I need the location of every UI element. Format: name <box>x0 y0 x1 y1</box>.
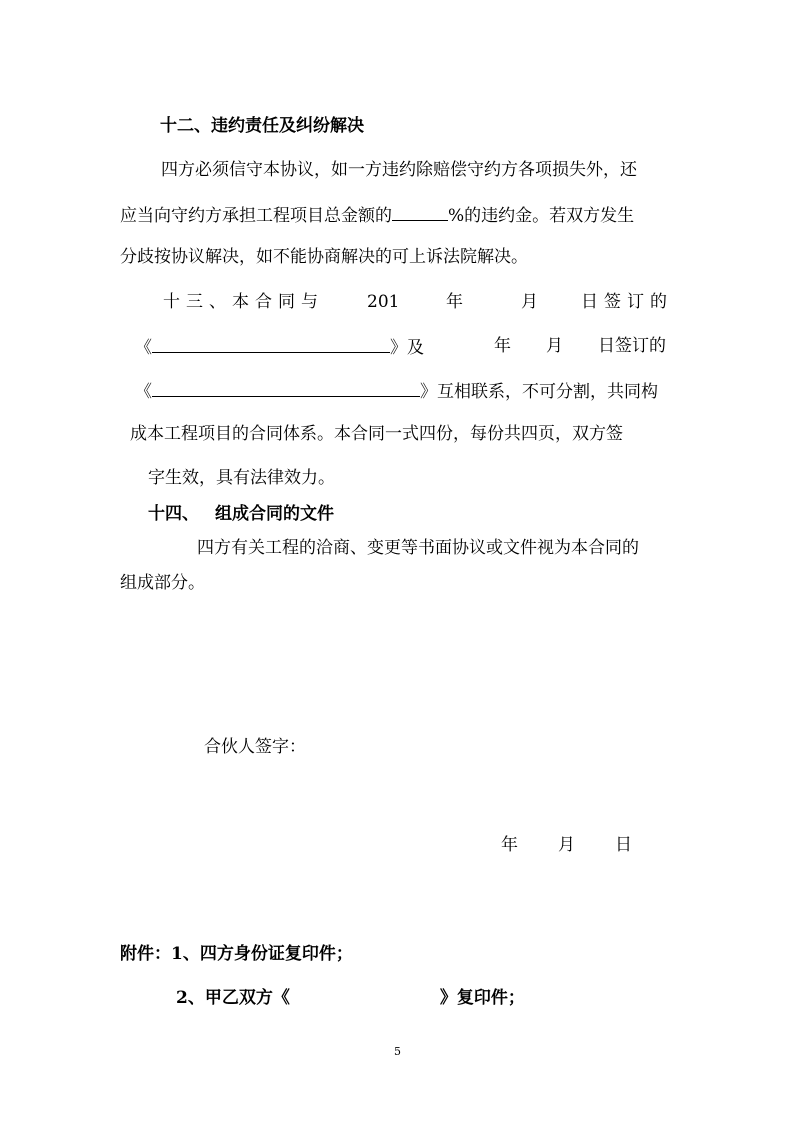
article-13-year-label: 年 <box>446 292 463 312</box>
article-14-line-1: 四方有关工程的洽商、变更等书面协议或文件视为本合同的 <box>197 538 639 558</box>
partner-signature-label: 合伙人签字： <box>204 737 306 757</box>
attachments-line-2 <box>176 987 525 1009</box>
article-13-year-prefix: 201 <box>367 292 400 312</box>
article-13-line-5: 字生效，具有法律效力。 <box>148 468 335 488</box>
contract-name-blank-2 <box>152 379 420 397</box>
contract-name-blank-1 <box>152 335 390 353</box>
article-13-heading: 十三、本合同与 <box>163 292 324 312</box>
attachment-item-2-prefix: 2、甲乙双方《 <box>176 988 290 1008</box>
penalty-percent-blank <box>392 203 448 221</box>
article-13-line-4: 成本工程项目的合同体系。本合同一式四份，每份共四页，双方签 <box>130 424 623 444</box>
close-quote-and: 》及 <box>390 338 424 358</box>
article-12-line-2-after: %的违约金。若双方发生 <box>448 206 635 226</box>
attachments-line-1 <box>120 943 353 965</box>
signature-month: 月 <box>558 835 575 855</box>
article-12-line-2-before: 应当向守约方承担工程项目总金额的 <box>120 206 392 226</box>
open-quote-2: 《 <box>135 382 152 402</box>
article-12-heading: 十二、违约责任及纠纷解决 <box>160 116 364 136</box>
open-quote: 《 <box>135 338 152 358</box>
article-12-line-2 <box>120 203 634 227</box>
article-12-line-1: 四方必须信守本协议，如一方违约除赔偿守约方各项损失外，还 <box>161 160 637 180</box>
article-14-number: 十四、 <box>148 504 199 524</box>
article-13-line-2-year: 年 <box>494 336 511 356</box>
article-13-line-2-day-signed: 日签订的 <box>598 336 666 356</box>
article-14-title: 组成合同的文件 <box>215 504 334 524</box>
article-13-month-label: 月 <box>521 292 538 312</box>
attachment-item-1: 1、四方身份证复印件； <box>171 944 353 964</box>
article-14-heading <box>148 503 334 525</box>
article-13-line-2 <box>135 335 424 359</box>
article-13-line-2-month: 月 <box>546 336 563 356</box>
close-quote-linked: 》互相联系，不可分割，共同构 <box>420 382 658 402</box>
attachments-label: 附件： <box>120 944 171 964</box>
article-13-line-3 <box>135 379 658 403</box>
signature-day: 日 <box>615 835 632 855</box>
article-14-line-2: 组成部分。 <box>120 573 205 593</box>
signature-year: 年 <box>501 835 518 855</box>
attachment-item-2-suffix: 》复印件； <box>439 988 525 1008</box>
article-12-line-3: 分歧按协议解决，如不能协商解决的可上诉法院解决。 <box>120 247 528 267</box>
article-13-day-signed: 日签订的 <box>581 292 673 312</box>
page-number: 5 <box>394 1045 401 1058</box>
